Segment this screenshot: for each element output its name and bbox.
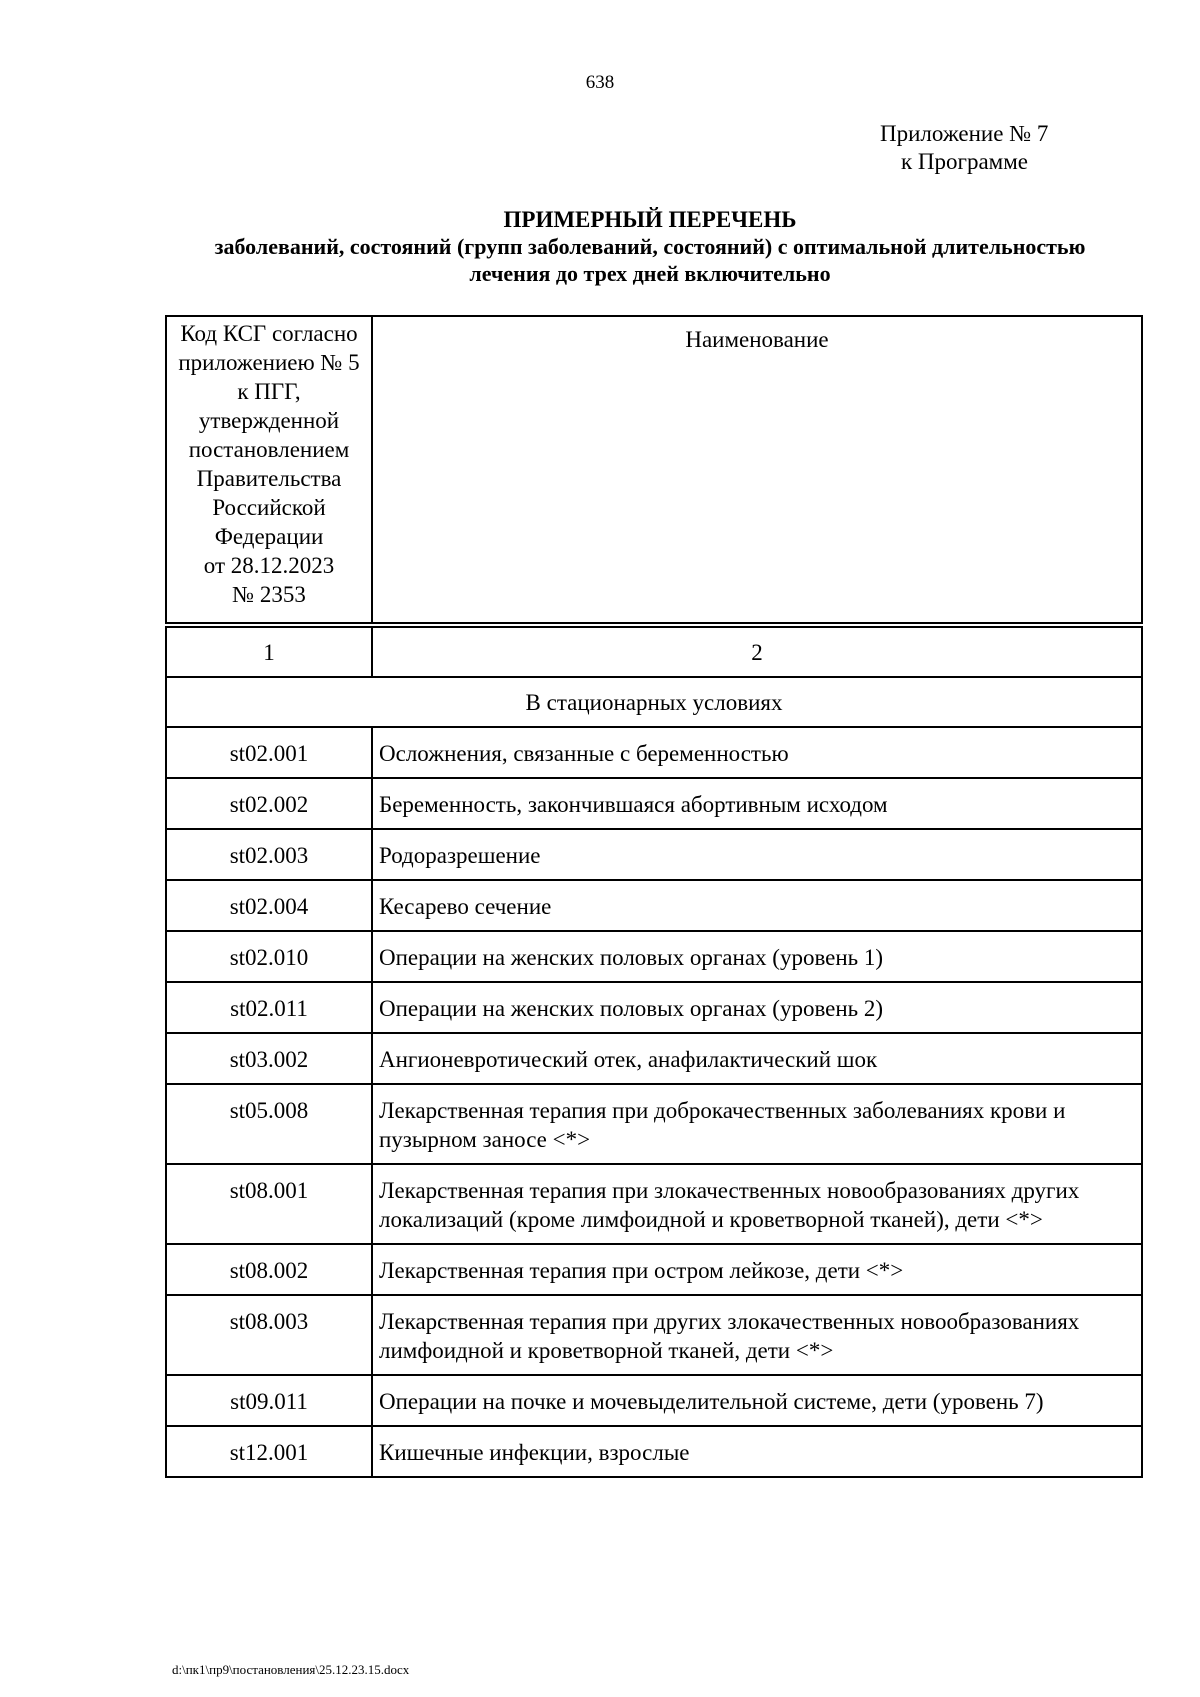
ksg-name: Беременность, закончившаяся абортивным исходом bbox=[372, 778, 1142, 829]
code-header-line: № 2353 bbox=[232, 582, 306, 607]
ksg-name: Родоразрешение bbox=[372, 829, 1142, 880]
table-row bbox=[166, 829, 1142, 880]
appendix-label bbox=[880, 120, 1180, 176]
ksg-code: st02.004 bbox=[166, 880, 372, 931]
table-row bbox=[166, 1033, 1142, 1084]
ksg-code: st02.002 bbox=[166, 778, 372, 829]
table-row bbox=[166, 1244, 1142, 1295]
table-row bbox=[166, 727, 1142, 778]
document-subtitle-line-2: лечения до трех дней включительно bbox=[469, 261, 831, 286]
code-header-line: Российской bbox=[212, 495, 326, 520]
document-title: ПРИМЕРНЫЙ ПЕРЕЧЕНЬ bbox=[503, 207, 797, 232]
section-row bbox=[166, 677, 1142, 727]
section-title: В стационарных условиях bbox=[166, 677, 1142, 727]
ksg-code: st05.008 bbox=[166, 1084, 372, 1164]
ksg-name: Лекарственная терапия при злокачественных новообразованиях других локализаций (кроме лимфоидной и кроветворной тканей), дети <*> bbox=[372, 1164, 1142, 1244]
table-row bbox=[166, 931, 1142, 982]
table-row bbox=[166, 1295, 1142, 1375]
ksg-code: st09.011 bbox=[166, 1375, 372, 1426]
code-header-line: Код КСГ согласно bbox=[180, 321, 358, 346]
column-number-2: 2 bbox=[372, 627, 1142, 677]
ksg-code: st12.001 bbox=[166, 1426, 372, 1477]
ksg-name: Лекарственная терапия при остром лейкозе, дети <*> bbox=[372, 1244, 1142, 1295]
code-header-line: утвержденной bbox=[198, 408, 340, 433]
column-number-row bbox=[166, 627, 1142, 677]
ksg-code: st02.001 bbox=[166, 727, 372, 778]
document-heading bbox=[150, 206, 1150, 287]
ksg-name: Ангионевротический отек, анафилактический шок bbox=[372, 1033, 1142, 1084]
ksg-name: Кесарево сечение bbox=[372, 880, 1142, 931]
code-column-header bbox=[166, 316, 372, 623]
column-number-1: 1 bbox=[166, 627, 372, 677]
table-row bbox=[166, 1084, 1142, 1164]
page-number: 638 bbox=[585, 72, 615, 93]
ksg-table bbox=[165, 315, 1141, 1478]
table-header-row bbox=[166, 316, 1142, 623]
ksg-name: Кишечные инфекции, взрослые bbox=[372, 1426, 1142, 1477]
table-row bbox=[166, 1375, 1142, 1426]
name-column-header: Наименование bbox=[372, 316, 1142, 623]
ksg-name: Операции на женских половых органах (уровень 2) bbox=[372, 982, 1142, 1033]
ksg-code: st08.003 bbox=[166, 1295, 372, 1375]
appendix-line-2: к Программе bbox=[901, 149, 1028, 174]
code-header-line: Федерации bbox=[214, 524, 324, 549]
file-path-footer: d:\пк1\пр9\постановления\25.12.23.15.docx bbox=[172, 1662, 410, 1677]
code-header-line: приложениею № 5 bbox=[178, 350, 360, 375]
ksg-name: Операции на женских половых органах (уровень 1) bbox=[372, 931, 1142, 982]
ksg-code: st02.003 bbox=[166, 829, 372, 880]
ksg-name: Лекарственная терапия при других злокачественных новообразованиях лимфоидной и кроветворной тканей, дети <*> bbox=[372, 1295, 1142, 1375]
table-row bbox=[166, 1426, 1142, 1477]
ksg-code: st03.002 bbox=[166, 1033, 372, 1084]
code-header-line: к ПГГ, bbox=[237, 379, 301, 404]
table-row bbox=[166, 1164, 1142, 1244]
ksg-code: st02.010 bbox=[166, 931, 372, 982]
ksg-name: Операции на почке и мочевыделительной системе, дети (уровень 7) bbox=[372, 1375, 1142, 1426]
code-header-line: от 28.12.2023 bbox=[203, 553, 335, 578]
ksg-name: Осложнения, связанные с беременностью bbox=[372, 727, 1142, 778]
code-header-line: Правительства bbox=[196, 466, 342, 491]
table-row bbox=[166, 778, 1142, 829]
document-subtitle-line-1: заболеваний, состояний (групп заболеваний, состояний) с оптимальной длительностью bbox=[214, 234, 1086, 259]
ksg-code: st02.011 bbox=[166, 982, 372, 1033]
appendix-line-1: Приложение № 7 bbox=[880, 121, 1049, 146]
code-header-line: постановлением bbox=[188, 437, 350, 462]
table-row bbox=[166, 880, 1142, 931]
table-row bbox=[166, 982, 1142, 1033]
ksg-code: st08.002 bbox=[166, 1244, 372, 1295]
ksg-name: Лекарственная терапия при доброкачественных заболеваниях крови и пузырном заносе <*> bbox=[372, 1084, 1142, 1164]
ksg-code: st08.001 bbox=[166, 1164, 372, 1244]
